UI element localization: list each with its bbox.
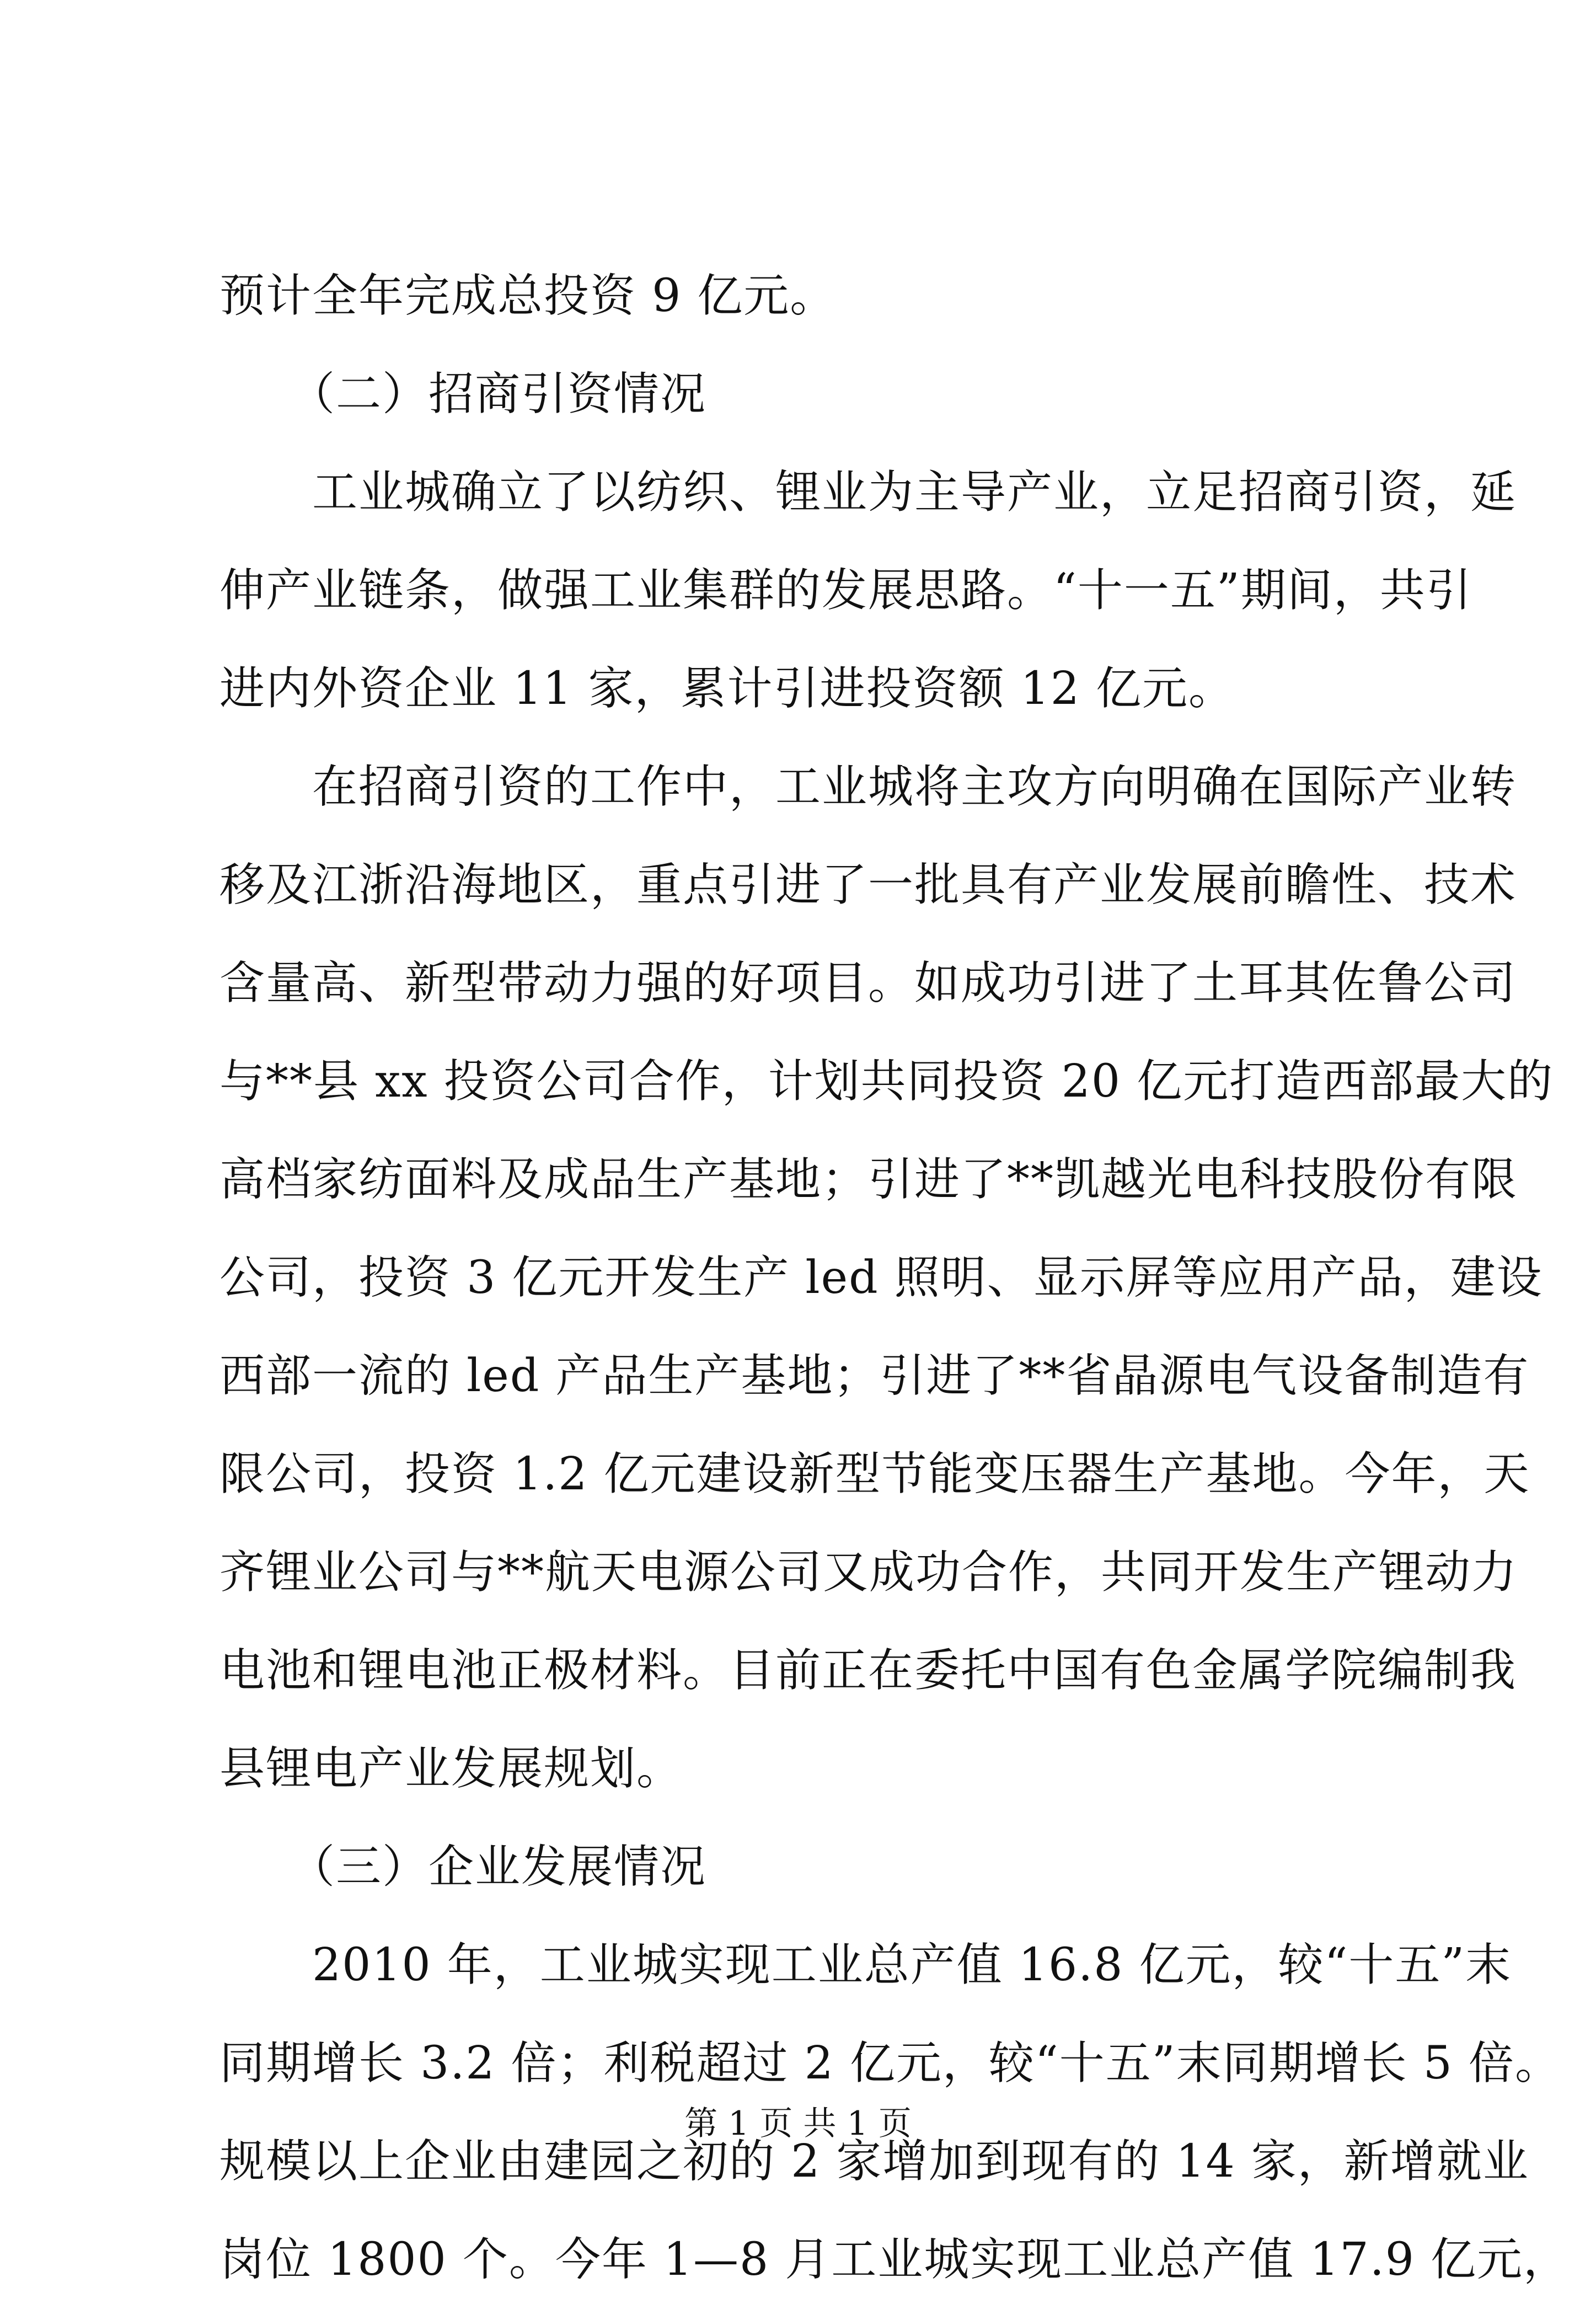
text-line: 移及江浙沿海地区，重点引进了一批具有产业发展前瞻性、技术 xyxy=(219,859,1517,911)
text-line: 与**县 xx 投资公司合作，计划共同投资 20 亿元打造西部最大的 xyxy=(219,1055,1554,1108)
page-footer xyxy=(0,2102,1596,2146)
text-line: 规模以上企业由建园之初的 2 家增加到现有的 14 家，新增就业 xyxy=(219,2135,1529,2188)
text-line: 在招商引资的工作中，工业城将主攻方向明确在国际产业转 xyxy=(219,761,1517,813)
text-line: 工业城确立了以纺织、锂业为主导产业，立足招商引资，延 xyxy=(219,466,1517,519)
text-line: 电池和锂电池正极材料。目前正在委托中国有色金属学院编制我 xyxy=(219,1644,1517,1697)
text-line: 预计全年完成总投资 9 亿元。 xyxy=(219,270,837,322)
text-line: 同期增长 3.2 倍；利税超过 2 亿元，较“十五”末同期增长 5 倍。 xyxy=(219,2037,1561,2089)
section-heading: （三）企业发展情况 xyxy=(219,1841,707,1893)
text-line: 伸产业链条，做强工业集群的发展思路。“十一五”期间，共引 xyxy=(219,564,1472,617)
text-line: 县锂电产业发展规划。 xyxy=(219,1743,683,1795)
page-number: 第 1 页 共 1 页 xyxy=(684,2104,912,2143)
text-line: 岗位 1800 个。今年 1—8 月工业城实现工业总产值 17.9 亿元， xyxy=(219,2233,1570,2286)
text-line: 含量高、新型带动力强的好项目。如成功引进了土耳其佐鲁公司 xyxy=(219,957,1517,1009)
text-line: 西部一流的 led 产品生产基地；引进了**省晶源电气设备制造有 xyxy=(219,1350,1530,1402)
text-line: 公司，投资 3 亿元开发生产 led 照明、显示屏等应用产品，建设 xyxy=(219,1252,1543,1304)
text-line: 高档家纺面料及成品生产基地；引进了**凯越光电科技股份有限 xyxy=(219,1153,1518,1206)
text-line: 限公司，投资 1.2 亿元建设新型节能变压器生产基地。今年，天 xyxy=(219,1448,1530,1500)
body-text xyxy=(219,247,1570,2309)
section-heading: （二）招商引资情况 xyxy=(219,368,707,420)
text-line: 2010 年，工业城实现工业总产值 16.8 亿元，较“十五”末 xyxy=(219,1939,1512,1991)
text-line: 齐锂业公司与**航天电源公司又成功合作，共同开发生产锂动力 xyxy=(219,1546,1518,1599)
text-line: 进内外资企业 11 家，累计引进投资额 12 亿元。 xyxy=(219,662,1235,715)
